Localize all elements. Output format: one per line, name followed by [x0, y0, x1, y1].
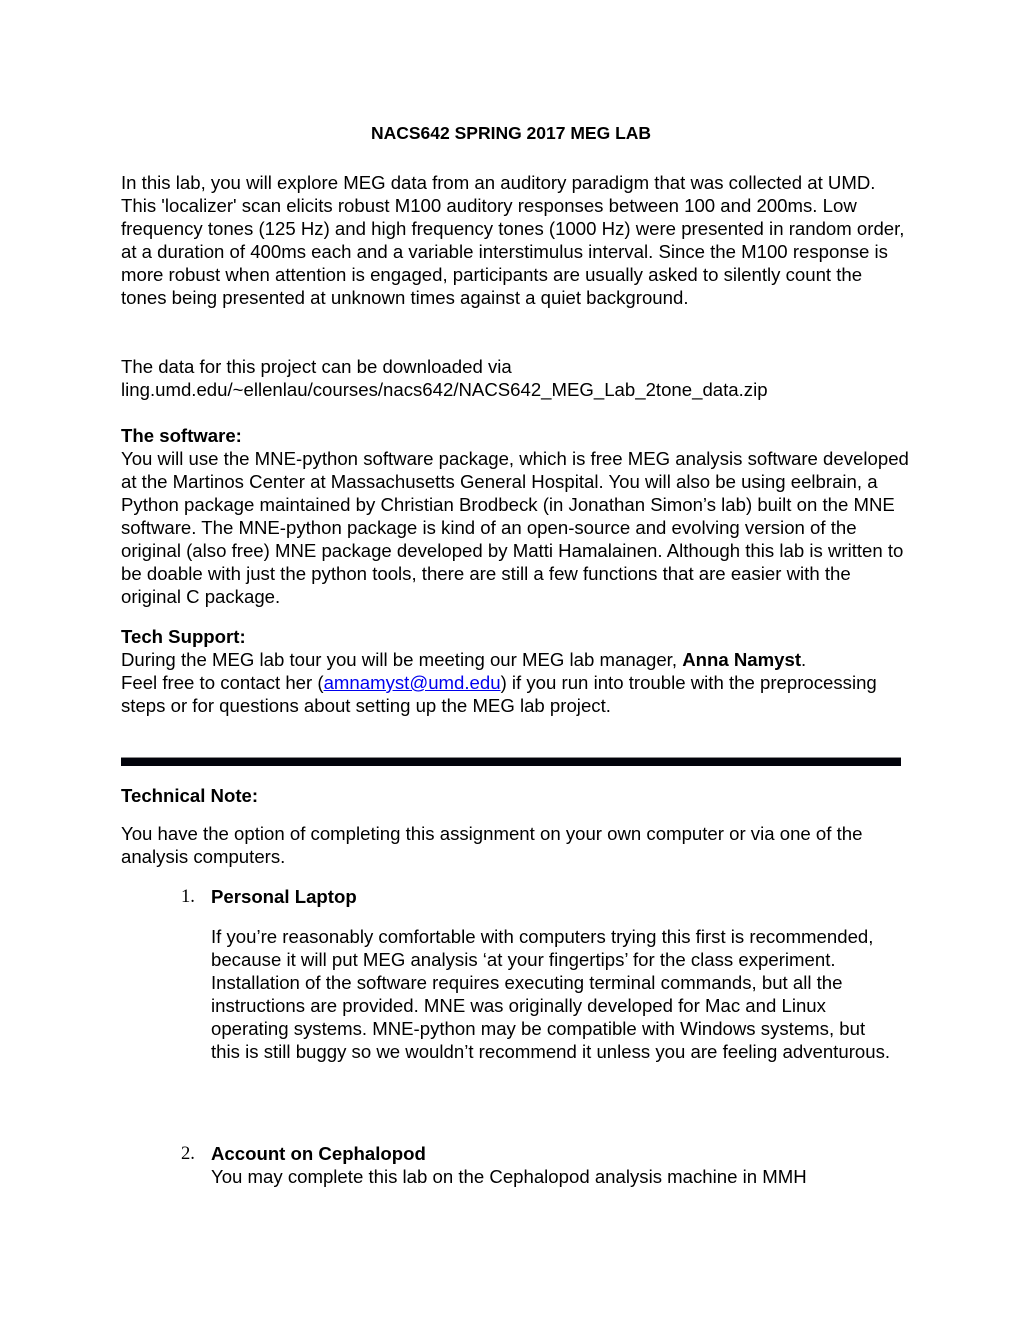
list-item-body: You may complete this lab on the Cephalopod analysis machine in MMH — [211, 1166, 807, 1187]
list-number: 2. — [181, 1143, 195, 1164]
technical-note-paragraph: You have the option of completing this assignment on your own computer or via one of the analysis computers. — [121, 823, 863, 867]
list-number: 1. — [181, 886, 195, 907]
data-download-url: ling.umd.edu/~ellenlau/courses/nacs642/NACS642_MEG_Lab_2tone_data.zip — [121, 379, 768, 400]
tech-support-text: ) if you run into trouble with the preprocessing steps or for questions about setting up the MEG lab project. — [121, 672, 877, 716]
horizontal-divider — [121, 757, 901, 766]
list-item-label: Account on Cephalopod — [211, 1143, 426, 1164]
email-link[interactable]: amnamyst@umd.edu — [323, 672, 501, 693]
list-item-label: Personal Laptop — [211, 886, 357, 907]
software-heading: The software: — [121, 425, 242, 446]
tech-support-text: . — [801, 649, 807, 670]
intro-paragraph: In this lab, you will explore MEG data from an auditory paradigm that was collected at UMD. This 'localizer' scan elicits robust M100 auditory responses between 100 and 200ms. Low frequency tones (125 Hz) and high frequency tones (1000 Hz) were presented in random order, at a duration of 400ms each and a variable interstimulus interval. Since the M100 response is more robust when attention is engaged, participants are usually asked to silently count the tones being presented at unknown times against a quiet background. — [121, 172, 905, 308]
lab-manager-name: Anna Namyst — [682, 649, 802, 670]
technical-note-heading: Technical Note: — [121, 785, 259, 806]
tech-support-heading: Tech Support: — [121, 626, 246, 647]
data-download-text: The data for this project can be downloaded via — [121, 356, 512, 377]
tech-support-text: During the MEG lab tour you will be meeting our MEG lab manager, — [121, 649, 683, 670]
data-download-paragraph — [121, 355, 911, 401]
software-paragraph: You will use the MNE-python software package, which is free MEG analysis software developed at the Martinos Center at Massachusetts General Hospital. You will also be using eelbrain, a Python package maintained by Christian Brodbeck (in Jonathan Simon’s lab) built on the MNE software. The MNE-python package is kind of an open-source and evolving version of the original (also free) MNE package developed by Matti Hamalainen. Although this lab is written to be doable with just the python tools, there are still a few functions that are easier with the original C package. — [121, 448, 909, 607]
list-item-body: If you’re reasonably comfortable with computers trying this first is recommended, because it will put MEG analysis ‘at your fingertips’ for the class experiment. Installation of the software requires executing terminal commands, but all the instructions are provided. MNE was originally developed for Mac and Linux operating systems. MNE-python may be compatible with Windows systems, but this is still buggy so we wouldn’t recommend it unless you are feeling adventurous. — [211, 926, 891, 1062]
tech-support-paragraph — [121, 648, 911, 717]
document-title: NACS642 SPRING 2017 MEG LAB — [370, 123, 652, 143]
tech-support-text: Feel free to contact her ( — [121, 672, 324, 693]
